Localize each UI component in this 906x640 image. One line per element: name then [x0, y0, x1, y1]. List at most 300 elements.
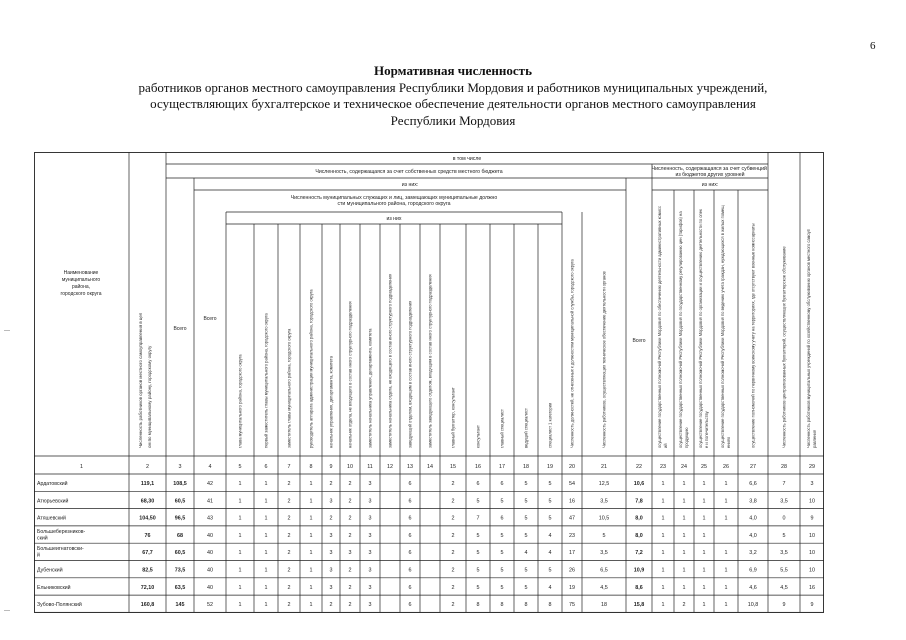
scan-mark	[4, 610, 10, 611]
row-value: 1	[661, 532, 665, 539]
header-col-text: ениях	[726, 436, 731, 448]
row-value: 1	[661, 481, 665, 487]
row-value: 1	[682, 584, 686, 591]
column-number: 14	[427, 464, 433, 470]
row-value: 3	[368, 532, 372, 539]
row-value: 2	[287, 550, 291, 557]
row-value: 4	[548, 584, 552, 591]
row-value: 6	[408, 481, 412, 487]
row-name: Атюрьевский	[37, 498, 69, 505]
header-col-text: продукцию	[684, 427, 689, 448]
row-value: 10	[809, 567, 815, 574]
row-value: 1	[724, 584, 728, 591]
row-value: 54	[569, 481, 575, 487]
row-value: 4	[548, 532, 552, 539]
row-value: 3	[329, 532, 333, 539]
row-value: 5	[476, 532, 480, 539]
row-value: 2	[451, 515, 455, 522]
row-value: 5	[782, 532, 786, 539]
row-value: 3,5	[600, 498, 608, 505]
row-value: 7,8	[635, 498, 643, 505]
row-value: 1	[264, 550, 268, 557]
row-value: 7	[782, 481, 786, 487]
row-name: ский	[37, 535, 48, 542]
row-name: Ардатовский	[37, 481, 68, 487]
row-value: 76	[144, 532, 151, 539]
row-value: 1	[661, 515, 665, 522]
row-value: 3	[368, 515, 372, 522]
header-own-budget: Численность, содержащаяся за счет собственных средств местного бюджета	[315, 169, 503, 175]
row-value: 68,30	[140, 498, 155, 505]
row-value: 1	[724, 602, 728, 609]
row-value: 10	[809, 550, 815, 557]
row-value: 8	[524, 602, 528, 609]
row-name: й	[37, 552, 40, 559]
row-value: 1	[702, 515, 706, 522]
row-value: 119,1	[140, 481, 155, 487]
row-value: 6	[500, 481, 504, 487]
row-value: 3	[329, 498, 333, 505]
row-value: 5	[500, 584, 504, 591]
row-value: 17	[569, 550, 575, 557]
header-vsego: Всего	[173, 326, 187, 332]
row-value: 5	[500, 498, 504, 505]
row-value: 3	[368, 498, 372, 505]
row-value: 42	[207, 481, 213, 487]
row-value: 2	[348, 481, 352, 487]
row-value: 5	[524, 532, 528, 539]
row-value: 3,2	[749, 550, 757, 557]
row-value: 10,9	[633, 567, 645, 574]
row-value: 6	[408, 567, 412, 574]
row-value: 5	[548, 515, 552, 522]
row-value: 60,5	[174, 550, 186, 557]
row-value: 1	[661, 498, 665, 505]
row-value: 8	[476, 602, 480, 609]
row-value: 3,5	[600, 550, 608, 557]
row-value: 3	[368, 550, 372, 557]
column-number: 13	[407, 464, 413, 470]
row-value: 2	[451, 602, 455, 609]
row-value: 1	[682, 550, 686, 557]
row-value: 10,6	[633, 481, 645, 487]
row-value: 5	[524, 481, 528, 487]
header-col-text: главный специалист	[499, 409, 505, 448]
column-number: 2	[146, 464, 149, 470]
row-value: 5	[476, 584, 480, 591]
row-value: 1	[238, 498, 242, 505]
column-number: 8	[309, 464, 313, 470]
row-value: 8,0	[635, 515, 643, 522]
row-value: 6	[476, 481, 480, 487]
column-number: 18	[523, 464, 529, 470]
row-value: 2	[451, 567, 455, 574]
row-value: 2	[287, 602, 291, 609]
column-number: 25	[701, 464, 707, 470]
column-number: 11	[367, 464, 373, 470]
row-value: 72,10	[140, 584, 155, 591]
row-value: 5	[476, 550, 480, 557]
row-value: 104,50	[139, 515, 156, 522]
header-col-text: осуществление полномочий по первичному воинскому учету на территориях, где отсутствуют военные комиссариаты	[750, 223, 756, 448]
column-number: 7	[287, 464, 291, 470]
header-col-text: специалист 1 категории	[547, 402, 553, 448]
row-value: 8	[548, 602, 552, 609]
column-number: 17	[499, 464, 505, 470]
column-number: 6	[264, 464, 268, 470]
row-value: 3	[329, 550, 333, 557]
row-value: 1	[702, 481, 706, 487]
row-value: 1	[264, 481, 268, 487]
header-col-text: ведущий специалист	[523, 408, 529, 448]
row-value: 40	[207, 532, 213, 539]
row-value: 3,5	[780, 550, 788, 557]
header-total-col: ом по муниципальному району, городскому округу	[147, 345, 152, 448]
row-value: 1	[702, 550, 706, 557]
row-value: 10,8	[747, 602, 759, 609]
row-value: 2	[287, 584, 291, 591]
row-value: 2	[451, 481, 455, 487]
row-value: 1	[264, 498, 268, 505]
row-value: 12,5	[598, 481, 610, 487]
header-col-text: заместитель начальника отдела, не входящего в состав иного структурного подразделения	[387, 273, 393, 448]
header-col-text: начальник отдела, не входящего в состав иного структурного подразделения	[347, 301, 353, 448]
row-value: 4	[548, 550, 552, 557]
row-value: 16	[809, 584, 815, 591]
row-value: 8,6	[635, 584, 643, 591]
row-value: 6,6	[749, 481, 757, 487]
row-value: 1	[238, 515, 242, 522]
column-number: 22	[636, 464, 642, 470]
header-col-text: Численность работников централизованных бухгалтерий, осуществляющих бухгалтерское обслуживание	[781, 246, 787, 448]
header-col-text: консультант	[475, 425, 481, 448]
row-value: 5	[524, 567, 528, 574]
header-total-col: Численность работников органов местного самоуправления в цел	[138, 312, 143, 448]
row-value: 1	[724, 515, 728, 522]
header-col-text: Численность должностей, не отнесенных к должностям муниципальной службы, городского округа	[569, 259, 575, 448]
row-value: 5	[524, 584, 528, 591]
row-value: 1	[309, 515, 313, 522]
column-number: 26	[723, 464, 729, 470]
row-value: 1	[702, 498, 706, 505]
row-value: 1	[264, 532, 268, 539]
row-value: 1	[309, 567, 313, 574]
row-value: 5	[524, 515, 528, 522]
row-value: 0	[782, 515, 786, 522]
header-col-vsego: Всего	[632, 338, 646, 344]
row-name: Большеигнатовски-	[37, 546, 84, 553]
header-col-text: осуществление государственных полномочий Республики Мордовия по обеспечению деятельности административных комисс	[657, 205, 662, 448]
header-col-text: е и попечительству	[704, 411, 709, 448]
row-value: 82,5	[142, 567, 153, 574]
row-value: 1	[702, 584, 706, 591]
row-value: 6	[408, 602, 412, 609]
row-value: 1	[264, 602, 268, 609]
row-value: 6	[408, 515, 412, 522]
title-line-4: Республики Мордовия	[390, 112, 516, 128]
row-value: 1	[661, 567, 665, 574]
header-col-text: заместитель начальника управления, департамента, комитета	[367, 328, 373, 448]
staffing-table-grid	[34, 152, 824, 609]
row-value: 3	[368, 481, 372, 487]
row-value: 2	[682, 602, 686, 609]
row-value: 63,5	[174, 584, 186, 591]
row-value: 160,8	[140, 602, 155, 609]
header-vsego-2: Всего	[203, 316, 217, 322]
row-value: 9	[810, 515, 814, 522]
row-value: 1	[702, 532, 706, 539]
row-value: 10	[809, 532, 815, 539]
row-value: 3,5	[780, 498, 788, 505]
row-value: 7	[476, 515, 480, 522]
row-value: 16	[569, 498, 575, 505]
column-number: 5	[238, 464, 242, 470]
row-value: 5	[548, 498, 552, 505]
column-number: 23	[660, 464, 666, 470]
row-value: 40	[207, 567, 213, 574]
row-value: 75	[569, 602, 575, 609]
row-value: 96,5	[174, 515, 186, 522]
row-value: 1	[724, 550, 728, 557]
header-vtom-chisle: в том числе	[452, 156, 482, 162]
row-value: 40	[207, 550, 213, 557]
row-value: 8	[500, 602, 504, 609]
staffing-table	[34, 152, 824, 609]
header-col-text: руководитель аппарата администрации муниципального района, городского округа	[308, 289, 314, 448]
header-col-text: ий	[663, 443, 668, 448]
row-value: 1	[661, 550, 665, 557]
column-number: 16	[475, 464, 481, 470]
row-value: 3	[329, 584, 333, 591]
header-muni-posts: Численность муниципальных служащих и лиц, замещающих муниципальные должно сти муниципального района, городского округа	[290, 195, 498, 207]
row-value: 1	[264, 584, 268, 591]
header-col-text: осуществление государственных полномочий Республики Мордовия по государственному регулированию цен (тарифов) на	[678, 211, 683, 448]
row-value: 3,8	[749, 498, 757, 505]
row-value: 5	[548, 481, 552, 487]
column-number: 19	[547, 464, 553, 470]
row-value: 26	[569, 567, 575, 574]
title-line-2: работников органов местного самоуправления Республики Мордовия и работников муниципальных учреждений,	[138, 79, 768, 95]
row-value: 2	[287, 481, 291, 487]
column-number: 20	[569, 464, 575, 470]
column-number: 21	[601, 464, 607, 470]
header-name-col: городского округа	[60, 291, 102, 297]
row-value: 3	[348, 550, 352, 557]
header-name-col: муниципального	[61, 277, 101, 283]
row-value: 1	[264, 515, 268, 522]
row-value: 145	[175, 602, 185, 609]
row-value: 6,9	[749, 567, 757, 574]
row-value: 3	[368, 602, 372, 609]
row-value: 2	[348, 498, 352, 505]
header-col-text: начальник управления, департамента, комитета	[328, 356, 334, 448]
row-value: 1	[702, 567, 706, 574]
title-line-3: осуществляющих бухгалтерское и техническое обеспечение деятельности органов местного самоуправления	[150, 96, 756, 111]
header-col-text: осуществление государственных полномочий Республики Мордовия по организации и осуществлению деятельности по опек	[698, 209, 703, 448]
row-value: 1	[682, 515, 686, 522]
column-number: 10	[347, 464, 353, 470]
row-name: Зубово-Полянский	[37, 602, 82, 609]
row-value: 43	[207, 515, 213, 522]
row-value: 2	[329, 602, 333, 609]
row-value: 10,5	[598, 515, 610, 522]
row-value: 7,2	[635, 550, 643, 557]
row-value: 2	[329, 481, 333, 487]
column-number: 12	[387, 464, 393, 470]
row-value: 4,0	[749, 532, 757, 539]
header-col-text: глава муниципального района, городского округа	[237, 354, 243, 448]
header-col-text: первый заместитель главы муниципального района, городского округа	[263, 313, 269, 448]
header-col-text: осуществление государственных полномочий Республики Мордовия по ведению учета граждан, нуждающихся в жилых помещ	[720, 205, 725, 448]
row-value: 40	[207, 584, 213, 591]
row-value: 10	[809, 498, 815, 505]
row-value: 8,0	[635, 532, 643, 539]
row-value: 6	[408, 532, 412, 539]
row-value: 2	[287, 498, 291, 505]
row-value: 6	[408, 550, 412, 557]
header-col-text: Численность работников, осуществляющих техническое обеспечение деятельности органов	[601, 271, 607, 448]
row-value: 1	[238, 584, 242, 591]
scan-mark	[4, 330, 10, 331]
row-name: Ельниковский	[37, 584, 71, 591]
row-value: 18	[601, 602, 607, 609]
header-col-text: Численность работников муниципальных учреждений по хозяйственному обслуживанию органов местного самоуп	[806, 229, 811, 448]
document-title	[0, 63, 906, 129]
row-value: 1	[264, 567, 268, 574]
row-value: 3	[368, 567, 372, 574]
row-name: Дубенский	[37, 567, 63, 574]
row-value: 2	[451, 584, 455, 591]
row-value: 1	[724, 481, 728, 487]
row-value: 2	[287, 532, 291, 539]
row-value: 1	[682, 481, 686, 487]
row-value: 1	[238, 602, 242, 609]
row-value: 2	[348, 567, 352, 574]
header-col-text: заместитель заведующего отделом, входящим в состав иного структурного подразделения	[427, 274, 433, 448]
row-value: 5	[602, 532, 606, 539]
header-iz-nih-2: из них	[386, 216, 402, 222]
row-value: 2	[348, 532, 352, 539]
row-value: 1	[309, 532, 313, 539]
row-value: 3	[368, 584, 372, 591]
header-iz-nih: из них:	[701, 182, 719, 188]
row-value: 5	[500, 550, 504, 557]
row-value: 52	[207, 602, 213, 609]
column-number: 4	[208, 464, 212, 470]
header-col-text: заместитель главы муниципального района, городского округа	[286, 328, 292, 448]
row-value: 3	[810, 481, 814, 487]
row-value: 1	[309, 584, 313, 591]
header-subsidies: Численность, содержащаяся за счет субвенций из бюджетов других уровней	[651, 166, 769, 178]
column-number: 15	[450, 464, 456, 470]
header-name-col: района,	[71, 284, 91, 290]
header-col-text: равления	[812, 429, 817, 448]
title-line-1: Нормативная численность	[374, 63, 532, 78]
row-value: 5	[524, 498, 528, 505]
header-col-text: главный бухгалтер, консультант	[450, 387, 456, 448]
row-value: 108,5	[173, 481, 187, 487]
row-value: 2	[287, 515, 291, 522]
row-value: 3	[329, 567, 333, 574]
row-name: Атяшевский	[37, 515, 66, 522]
row-value: 1	[724, 567, 728, 574]
row-value: 9	[810, 602, 814, 609]
page-number: 6	[870, 40, 876, 52]
row-value: 67,7	[142, 550, 153, 557]
row-value: 73,5	[174, 567, 186, 574]
row-value: 2	[451, 550, 455, 557]
column-number: 9	[329, 464, 333, 470]
column-number: 1	[80, 464, 83, 470]
row-value: 6,5	[600, 567, 608, 574]
row-value: 2	[287, 567, 291, 574]
row-value: 1	[702, 602, 706, 609]
column-number: 24	[681, 464, 687, 470]
row-value: 1	[724, 498, 728, 505]
row-value: 1	[682, 498, 686, 505]
column-number: 28	[781, 464, 787, 470]
row-value: 1	[682, 567, 686, 574]
row-value: 68	[177, 532, 183, 539]
row-value: 4,5	[600, 584, 608, 591]
row-value: 1	[309, 602, 313, 609]
row-value: 2	[329, 515, 333, 522]
row-value: 5	[476, 498, 480, 505]
row-value: 2	[348, 515, 352, 522]
row-value: 47	[569, 515, 575, 522]
row-value: 1	[661, 602, 665, 609]
row-value: 2	[451, 498, 455, 505]
row-value: 60,5	[174, 498, 186, 505]
row-value: 5	[500, 567, 504, 574]
row-value: 1	[238, 550, 242, 557]
row-value: 5,5	[780, 567, 788, 574]
row-value: 4,0	[749, 515, 757, 522]
row-value: 4,5	[780, 584, 788, 591]
header-col-text: заведующий отделом, входящим в состав иного структурного подразделения	[407, 300, 413, 448]
row-value: 1	[309, 481, 313, 487]
header-name-col: Наименование	[63, 270, 99, 276]
row-value: 15,8	[633, 602, 645, 609]
row-value: 6	[408, 584, 412, 591]
row-value: 23	[569, 532, 575, 539]
row-name: Большеберезников-	[37, 528, 86, 535]
row-value: 6	[500, 515, 504, 522]
row-value: 2	[451, 532, 455, 539]
row-value: 1	[238, 481, 242, 487]
row-value: 4,6	[749, 584, 757, 591]
row-value: 1	[238, 532, 242, 539]
row-value: 5	[548, 567, 552, 574]
row-value: 1	[238, 567, 242, 574]
row-value: 5	[500, 532, 504, 539]
row-value: 2	[348, 602, 352, 609]
row-value: 5	[476, 567, 480, 574]
row-value: 1	[661, 584, 665, 591]
header-iz-nih: из них:	[401, 182, 419, 188]
row-value: 4	[524, 550, 528, 557]
row-value: 41	[207, 498, 213, 505]
column-number: 29	[809, 464, 815, 470]
row-value: 1	[309, 550, 313, 557]
row-value: 6	[408, 498, 412, 505]
column-number: 3	[178, 464, 182, 470]
row-value: 1	[309, 498, 313, 505]
row-value: 19	[569, 584, 575, 591]
row-value: 9	[782, 602, 786, 609]
column-number: 27	[750, 464, 756, 470]
row-value: 2	[348, 584, 352, 591]
